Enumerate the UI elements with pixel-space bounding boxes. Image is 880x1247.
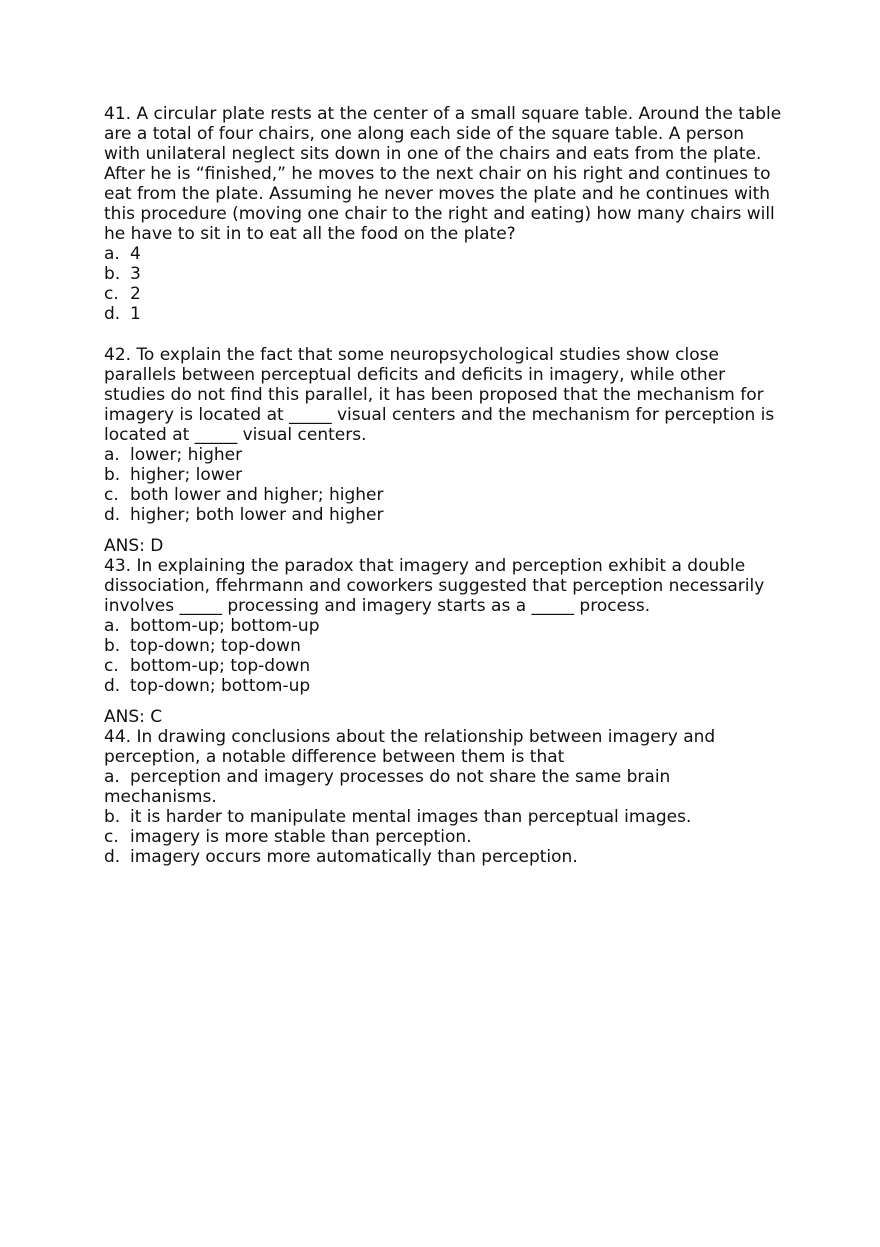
question-44-options (104, 767, 784, 867)
option-text: it is harder to manipulate mental images than perceptual images. (130, 807, 692, 827)
question-43-options (104, 616, 784, 696)
option-text: higher; both lower and higher (130, 505, 384, 525)
option-letter: d. (104, 304, 121, 324)
option-letter: c. (104, 284, 119, 304)
option-text: imagery occurs more automatically than perception. (130, 847, 578, 867)
option-text: lower; higher (130, 445, 243, 465)
option-43-a (104, 616, 784, 636)
option-letter: c. (104, 485, 119, 505)
option-text: perception and imagery processes do not share the same brain mechanisms. (104, 767, 671, 807)
option-text: 1 (130, 304, 141, 324)
option-41-c (104, 284, 784, 304)
document-page (104, 104, 784, 867)
question-44 (104, 727, 784, 867)
option-44-c (104, 827, 784, 847)
option-43-c (104, 656, 784, 676)
option-43-d (104, 676, 784, 696)
question-42-text: 42. To explain the fact that some neuropsychological studies show close parallels between perceptual deficits and deficits in imagery, while other studies do not find this parallel, it has been proposed that the mechanism for imagery is located at _____ visual centers and the mechanism for perception is located at _____ visual centers. (104, 345, 775, 445)
option-41-d (104, 304, 784, 324)
option-letter: a. (104, 445, 120, 465)
option-44-a (104, 767, 784, 807)
question-42-options (104, 445, 784, 525)
question-43-text: 43. In explaining the paradox that imagery and perception exhibit a double dissociation, ffehrmann and coworkers suggested that perception necessarily involves _____ processing and imagery starts as a _____ process. (104, 556, 765, 616)
option-text: bottom-up; bottom-up (130, 616, 320, 636)
spacer (104, 324, 784, 345)
option-43-b (104, 636, 784, 656)
answer-42: ANS: D (104, 536, 164, 556)
option-text: 2 (130, 284, 141, 304)
answer-43: ANS: C (104, 707, 163, 727)
question-41-options (104, 244, 784, 324)
option-letter: b. (104, 264, 121, 284)
spacer (104, 525, 784, 536)
option-letter: d. (104, 505, 121, 525)
option-text: top-down; top-down (130, 636, 301, 656)
option-text: top-down; bottom-up (130, 676, 311, 696)
option-text: 3 (130, 264, 141, 284)
option-text: both lower and higher; higher (130, 485, 384, 505)
option-42-c (104, 485, 784, 505)
option-letter: d. (104, 676, 121, 696)
option-text: higher; lower (130, 465, 243, 485)
option-text: bottom-up; top-down (130, 656, 311, 676)
option-letter: d. (104, 847, 121, 867)
option-letter: c. (104, 656, 119, 676)
option-42-b (104, 465, 784, 485)
option-42-d (104, 505, 784, 525)
question-41 (104, 104, 784, 324)
question-44-text: 44. In drawing conclusions about the relationship between imagery and perception, a notable difference between them is that (104, 727, 716, 767)
option-text: imagery is more stable than perception. (130, 827, 472, 847)
option-letter: a. (104, 244, 120, 264)
option-letter: b. (104, 807, 121, 827)
option-letter: b. (104, 465, 121, 485)
option-letter: c. (104, 827, 119, 847)
option-letter: a. (104, 767, 120, 787)
option-letter: a. (104, 616, 120, 636)
option-44-d (104, 847, 784, 867)
option-letter: b. (104, 636, 121, 656)
question-42 (104, 345, 784, 556)
option-42-a (104, 445, 784, 465)
option-44-b (104, 807, 784, 827)
option-text: 4 (130, 244, 141, 264)
option-41-b (104, 264, 784, 284)
question-41-text: 41. A circular plate rests at the center of a small square table. Around the table are a total of four chairs, one along each side of the square table. A person with unilateral neglect sits down in one of the chairs and eats from the plate. After he is “finished,” he moves to the next chair on his right and continues to eat from the plate. Assuming he never moves the plate and he continues with this procedure (moving one chair to the right and eating) how many chairs will he have to sit in to eat all the food on the plate? (104, 104, 782, 244)
question-43 (104, 556, 784, 727)
spacer (104, 696, 784, 707)
option-41-a (104, 244, 784, 264)
